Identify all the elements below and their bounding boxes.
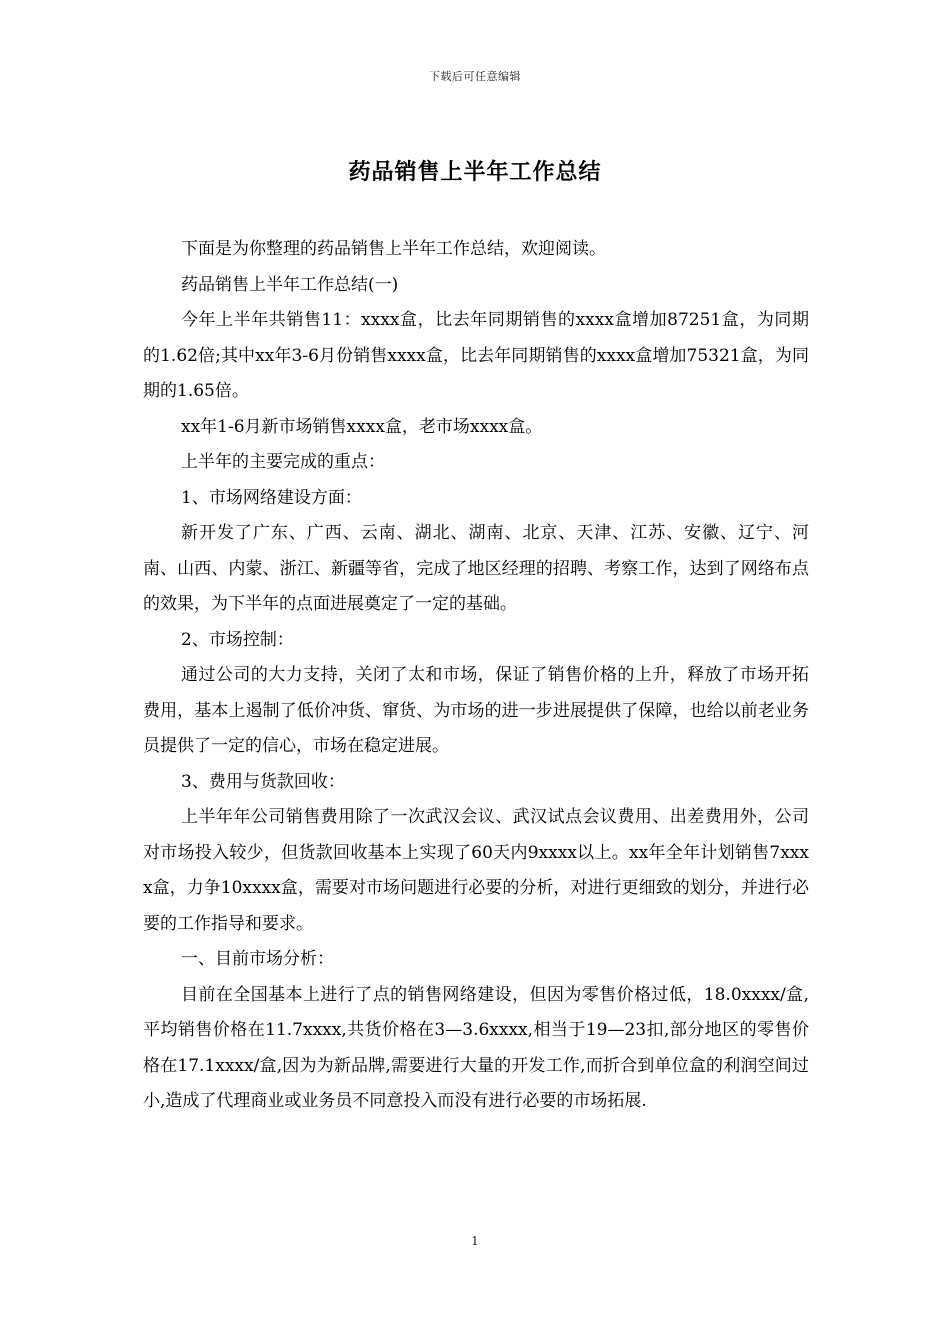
paragraph-analysis-body: 目前在全国基本上进行了点的销售网络建设，但因为零售价格过低，18.0xxxx/盒,平均销售价格在11.7xxxx,共货价格在3—3.6xxxx,相当于19—23扣,部分地区的零售价格在17.1xxxx/盒,因为为新品牌,需要进行大量的开发工作,而折合到单位盒的利润空间过小,造成了代理商业或业务员不同意投入而没有进行必要的市场拓展.	[143, 984, 809, 1111]
paragraph-section-heading: 药品销售上半年工作总结(一)	[181, 274, 399, 295]
document-title: 药品销售上半年工作总结	[348, 160, 602, 185]
document-body	[143, 232, 809, 1120]
paragraph-item-2-body: 通过公司的大力支持，关闭了太和市场，保证了销售价格的上升，释放了市场开拓费用，基本上遏制了低价冲货、窜货、为市场的进一步进展提供了保障，也给以前老业务员提供了一定的信心，市场在稳定进展。	[143, 665, 809, 756]
page-number: 1	[471, 1234, 479, 1248]
paragraph-item-3-body: 上半年年公司销售费用除了一次武汉会议、武汉试点会议费用、出差费用外，公司对市场投入较少，但货款回收基本上实现了60天内9xxxx以上。xx年全年计划销售7xxxx盒，力争10xxxx盒，需要对市场问题进行必要的分析，对进行更细致的划分，并进行必要的工作指导和要求。	[143, 807, 809, 934]
paragraph-intro: 下面是为你整理的药品销售上半年工作总结，欢迎阅读。	[181, 239, 606, 259]
paragraph-item-1-body: 新开发了广东、广西、云南、湖北、湖南、北京、天津、江苏、安徽、辽宁、河南、山西、内蒙、浙江、新疆等省，完成了地区经理的招聘、考察工作，达到了网络布点的效果，为下半年的点面进展奠定了一定的基础。	[143, 523, 809, 614]
paragraph-sales-summary: 今年上半年共销售11：xxxx盒，比去年同期销售的xxxx盒增加87251盒，为同期的1.62倍;其中xx年3-6月份销售xxxx盒，比去年同期销售的xxxx盒增加75321盒，为同期的1.65倍。	[143, 310, 809, 401]
paragraph-analysis-heading: 一、目前市场分析：	[181, 949, 334, 969]
paragraph-key-points: 上半年的主要完成的重点：	[181, 452, 385, 472]
paragraph-item-1-heading: 1、市场网络建设方面：	[181, 487, 362, 508]
header-note: 下载后可任意编辑	[429, 70, 521, 83]
paragraph-item-3-heading: 3、费用与货款回收：	[181, 771, 345, 792]
paragraph-item-2-heading: 2、市场控制：	[181, 629, 294, 650]
paragraph-market-split: xx年1-6月新市场销售xxxx盒，老市场xxxx盒。	[181, 416, 543, 437]
